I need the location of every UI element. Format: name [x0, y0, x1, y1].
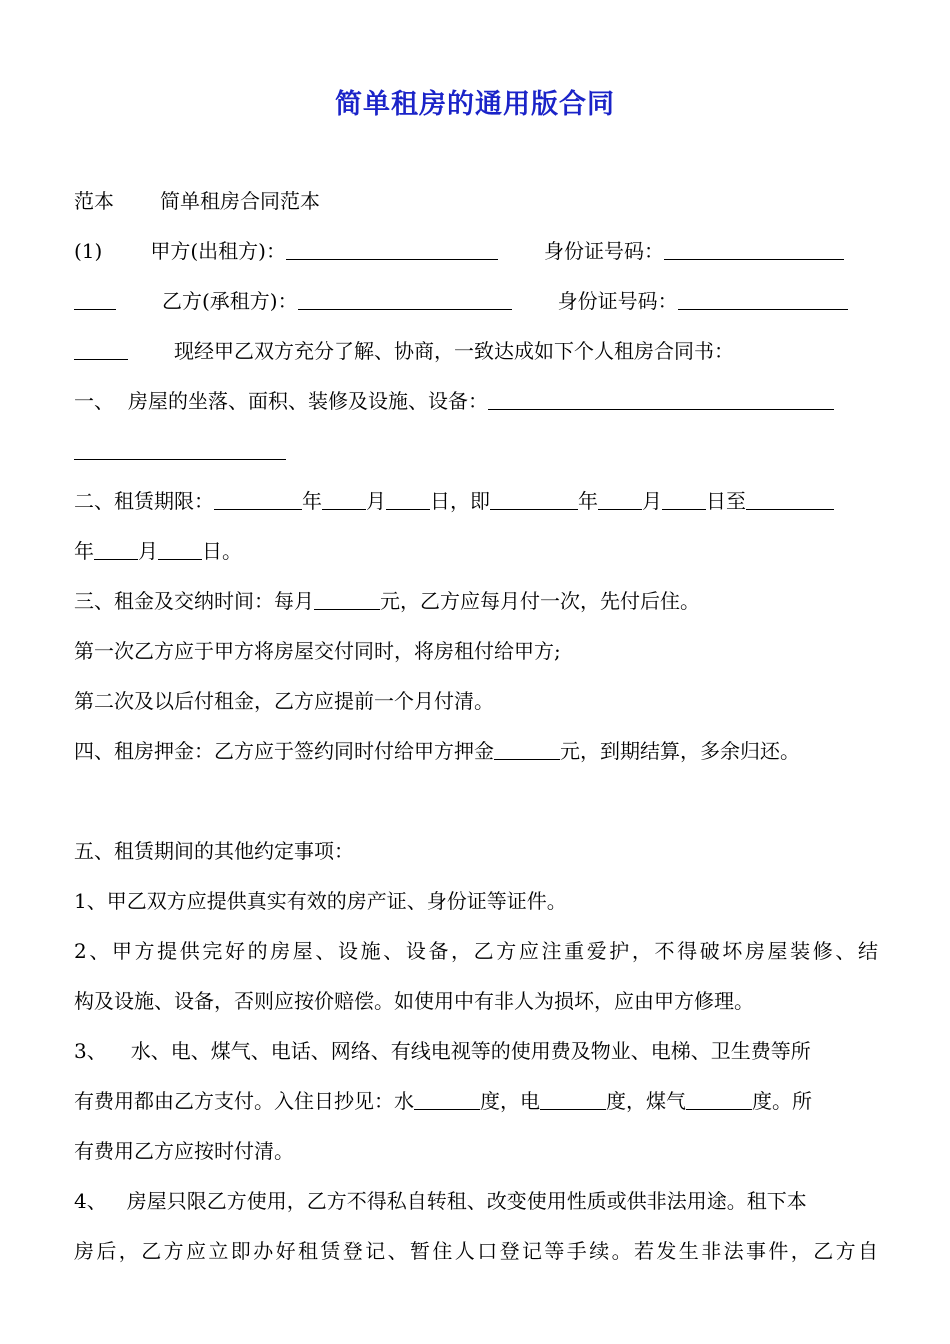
property-info-field[interactable] [488, 389, 834, 410]
section-1-line [74, 387, 878, 415]
day-unit: 日，即 [430, 489, 490, 513]
party-a-name-field[interactable] [286, 239, 498, 260]
section-5-item-3c: 有费用乙方应按时付清。 [74, 1139, 294, 1163]
item-4-text: 房屋只限乙方使用，乙方不得私自转租、改变使用性质或供非法用途。租下本 [126, 1189, 807, 1213]
template-name: 简单租房合同范本 [160, 189, 320, 213]
party-b-id-label: 身份证号码： [557, 289, 678, 313]
section-5-item-4a-line [74, 1187, 878, 1215]
start-month-field[interactable] [322, 489, 366, 510]
deposit-field[interactable] [494, 739, 560, 760]
from-month-field[interactable] [598, 489, 642, 510]
year-unit: 年 [578, 489, 598, 513]
agreement-text: 现经甲乙双方充分了解、协商，一致达成如下个人租房合同书： [174, 339, 734, 363]
party-b-id-field-cont[interactable] [74, 339, 128, 360]
section-4-line [74, 737, 878, 765]
party-b-label: 乙方(承租方)： [162, 289, 298, 313]
section-5-item-4b: 房后，乙方应立即办好租赁登记、暂住人口登记等手续。若发生非法事件，乙方自 [74, 1239, 878, 1263]
party-b-line [74, 287, 878, 315]
from-day-field[interactable] [662, 489, 706, 510]
template-label: 范本 [74, 189, 114, 213]
section-1-text: 房屋的坐落、面积、装修及设施、设备： [128, 389, 488, 413]
section-5-item-2a: 2、甲方提供完好的房屋、设施、设备，乙方应注重爱护，不得破坏房屋装修、结 [74, 939, 878, 963]
section-3-text: 元，乙方应每月付一次，先付后住。 [380, 589, 700, 613]
item-3-text: 水、电、煤气、电话、网络、有线电视等的使用费及物业、电梯、卫生费等所 [130, 1039, 811, 1063]
start-year-field[interactable] [214, 489, 302, 510]
party-a-id-label: 身份证号码： [543, 239, 664, 263]
end-day-field[interactable] [158, 539, 202, 560]
day-unit: 日至 [706, 489, 746, 513]
section-3-line [74, 587, 878, 615]
section-3-label: 三、租金及交纳时间：每月 [74, 589, 314, 613]
property-info-field-cont[interactable] [74, 439, 286, 460]
section-5-item-2b: 构及设施、设备，否则应按价赔偿。如使用中有非人为损坏，应由甲方修理。 [74, 989, 754, 1013]
section-2-cont [74, 537, 878, 565]
party-a-id-field-cont[interactable] [74, 289, 116, 310]
template-header [74, 187, 878, 215]
month-unit: 月 [642, 489, 662, 513]
section-4-text: 元，到期结算，多余归还。 [560, 739, 800, 763]
party-b-name-field[interactable] [298, 289, 512, 310]
document-title: 简单租房的通用版合同 [335, 89, 615, 120]
year-unit: 年 [74, 539, 94, 563]
from-year-field[interactable] [490, 489, 578, 510]
section-5-heading: 五、租赁期间的其他约定事项： [74, 839, 354, 863]
agreement-line [74, 337, 878, 365]
section-4-label: 四、租房押金：乙方应于签约同时付给甲方押金 [74, 739, 494, 763]
electric-reading-field[interactable] [540, 1089, 606, 1110]
year-unit: 年 [302, 489, 322, 513]
water-reading-field[interactable] [414, 1089, 480, 1110]
party-b-id-field[interactable] [678, 289, 848, 310]
section-5-item-1: 1、甲乙双方应提供真实有效的房产证、身份证等证件。 [74, 889, 567, 913]
item-4-number: 4、 [74, 1189, 107, 1213]
start-day-field[interactable] [386, 489, 430, 510]
section-1-cont [74, 437, 878, 465]
section-5-item-3a-line [74, 1037, 878, 1065]
party-a-line [74, 237, 878, 265]
month-unit: 月 [366, 489, 386, 513]
month-unit: 月 [138, 539, 158, 563]
section-2-label: 二、租赁期限： [74, 489, 214, 513]
section-2-line [74, 487, 878, 515]
section-1-number: 一、 [74, 389, 114, 413]
electric-label: 度，电 [480, 1089, 540, 1113]
section-3-line-2: 第一次乙方应于甲方将房屋交付同时，将房租付给甲方; [74, 639, 561, 663]
end-month-field[interactable] [94, 539, 138, 560]
clause-number: (1) [74, 239, 103, 263]
monthly-rent-field[interactable] [314, 589, 380, 610]
section-3-line-3: 第二次及以后付租金，乙方应提前一个月付清。 [74, 689, 494, 713]
party-a-label: 甲方(出租方)： [150, 239, 286, 263]
gas-label: 度，煤气 [606, 1089, 686, 1113]
section-5-item-3b-line [74, 1087, 878, 1115]
degree-unit: 度。所 [752, 1089, 812, 1113]
party-a-id-field[interactable] [664, 239, 844, 260]
item-3-number: 3、 [74, 1039, 107, 1063]
meter-reading-label: 有费用都由乙方支付。入住日抄见：水 [74, 1089, 414, 1113]
gas-reading-field[interactable] [686, 1089, 752, 1110]
end-year-field[interactable] [746, 489, 834, 510]
day-unit: 日。 [202, 539, 242, 563]
